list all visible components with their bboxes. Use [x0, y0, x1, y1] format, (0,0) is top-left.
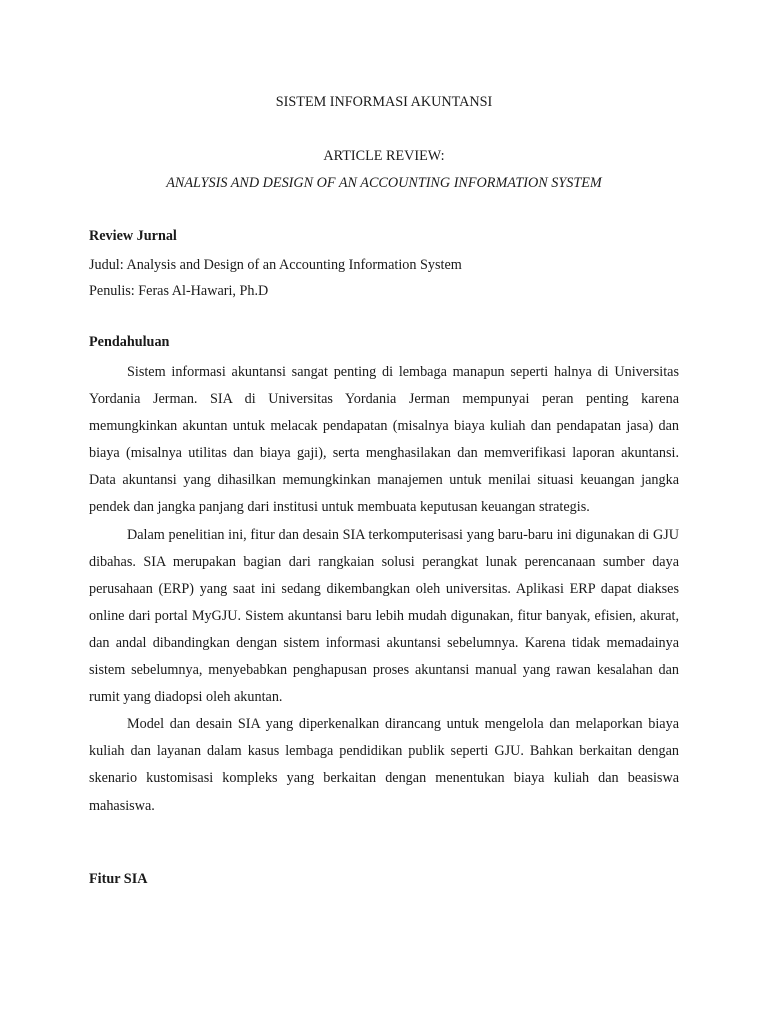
review-penulis: Penulis: Feras Al-Hawari, Ph.D — [89, 283, 269, 299]
review-judul: Judul: Analysis and Design of an Accounting Information System — [89, 257, 462, 273]
paragraph: Model dan desain SIA yang diperkenalkan dirancang untuk mengelola dan melaporkan biaya kuliah dan layanan dalam kasus lembaga pendidikan publik seperti GJU. Bahkan berkaitan dengan skenario kustomisasi kompleks yang berkaitan dengan menentukan biaya kuliah dan beasiswa mahasiswa. — [89, 716, 679, 814]
review-heading: Review Jurnal — [89, 228, 177, 244]
fitur-heading: Fitur SIA — [89, 871, 148, 887]
article-review-label: ARTICLE REVIEW: — [323, 148, 445, 164]
paragraph: Sistem informasi akuntansi sangat penting di lembaga manapun seperti halnya di Universitas Yordania Jerman. SIA di Universitas Yordania Jerman mempunyai peran penting karena memungkinkan akuntan untuk melacak pendapatan (misalnya biaya kuliah dan pendapatan jasa) dan biaya (misalnya utilitas dan biaya gaji), serta menghasilakan dan memverifikasi laporan akuntansi. Data akuntansi yang dihasilkan memungkinkan manajemen untuk menilai situasi keuangan jangka pendek dan jangka panjang dari institusi untuk membuata keputusan keuangan strategis. — [89, 364, 679, 516]
article-subtitle: ANALYSIS AND DESIGN OF AN ACCOUNTING INFORMATION SYSTEM — [166, 175, 602, 191]
pendahuluan-heading: Pendahuluan — [89, 334, 170, 350]
review-section — [89, 226, 679, 304]
document-title: SISTEM INFORMASI AKUNTANSI — [275, 94, 493, 110]
paragraph: Dalam penelitian ini, fitur dan desain SIA terkomputerisasi yang baru-baru ini digunakan di GJU dibahas. SIA merupakan bagian dari rangkaian solusi perangkat lunak perencanaan sumber daya perusahaan (ERP) yang saat ini sedang dikembangkan oleh universitas. Aplikasi ERP dapat diakses online dari portal MyGJU. Sistem akuntansi baru lebih mudah digunakan, fitur banyak, efisien, akurat, dan andal dibandingkan dengan sistem informasi akuntansi sebelumnya. Karena tidak memadainya sistem sebelumnya, menyebabkan penghapusan proses akuntansi manual yang rawan kesalahan dan rumit yang diadopsi oleh akuntan. — [89, 526, 679, 706]
pendahuluan-body — [89, 359, 679, 820]
